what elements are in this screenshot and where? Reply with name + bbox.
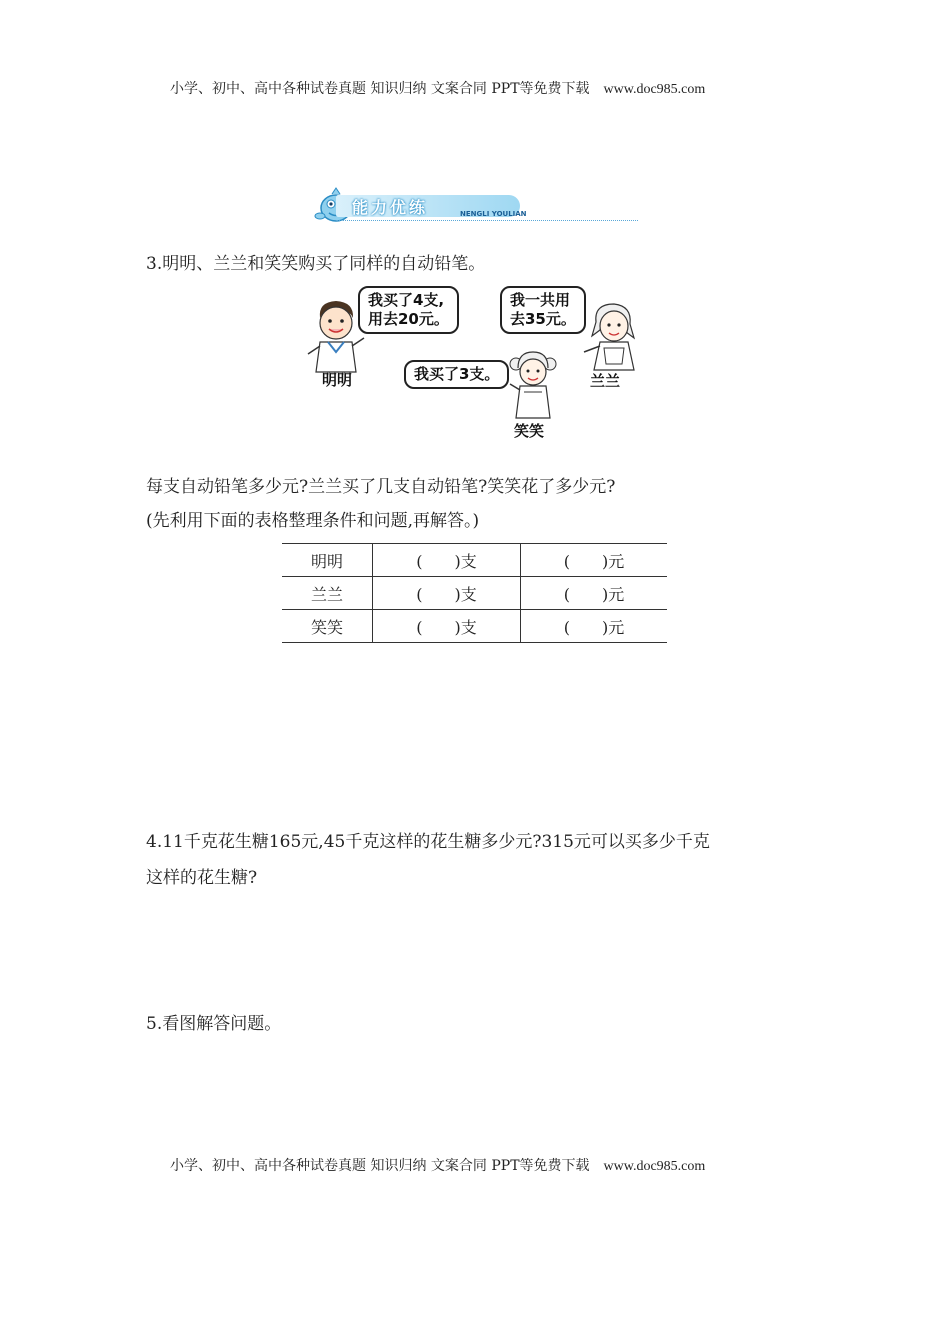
table-row <box>282 577 667 610</box>
footer-text: 小学、初中、高中各种试卷真题 知识归纳 文案合同 PPT等免费下载 <box>170 1158 590 1174</box>
xiaoxiao-speech-bubble <box>404 360 509 389</box>
table-cell-name: 明明 <box>282 544 373 577</box>
q3-text: 3.明明、兰兰和笑笑购买了同样的自动铅笔。 <box>146 254 486 274</box>
table-cell-cost: ( )元 <box>521 544 668 577</box>
table-cell-count: ( )支 <box>373 577 521 610</box>
page-footer <box>170 1155 705 1175</box>
q3-hint: (先利用下面的表格整理条件和问题,再解答。) <box>146 511 480 531</box>
mingming-bubble-line2: 用去20元。 <box>368 310 449 328</box>
girl-figure-icon <box>506 348 560 420</box>
section-heading <box>312 186 638 226</box>
q3-table <box>282 543 667 643</box>
header-text: 小学、初中、高中各种试卷真题 知识归纳 文案合同 PPT等免费下载 <box>170 81 590 97</box>
q4-line2: 这样的花生糖? <box>146 868 258 888</box>
page-header <box>170 78 705 98</box>
mingming-speech-bubble <box>358 286 459 334</box>
q4-line1: 4.11千克花生糖165元,45千克这样的花生糖多少元?315元可以买多少千克 <box>146 832 710 852</box>
xiaoxiao-bubble-text: 我买了3支。 <box>414 365 500 383</box>
q3-question: 每支自动铅笔多少元?兰兰买了几支自动铅笔?笑笑花了多少元? <box>146 477 616 497</box>
section-divider <box>336 220 638 221</box>
table-cell-cost: ( )元 <box>521 577 668 610</box>
section-title: 能力优练 <box>352 198 429 217</box>
table-row <box>282 610 667 643</box>
girl-figure-icon <box>580 298 644 372</box>
q3-illustration <box>300 284 650 444</box>
mingming-name: 明明 <box>322 371 353 389</box>
xiaoxiao-name: 笑笑 <box>514 422 545 440</box>
section-pinyin: NENGLI YOULIAN <box>460 210 527 218</box>
table-cell-name: 笑笑 <box>282 610 373 643</box>
table-cell-count: ( )支 <box>373 544 521 577</box>
table-cell-cost: ( )元 <box>521 610 668 643</box>
lanlan-speech-bubble <box>500 286 586 334</box>
q5-text: 5.看图解答问题。 <box>146 1014 282 1034</box>
table-row <box>282 544 667 577</box>
footer-url[interactable]: www.doc985.com <box>603 1159 706 1174</box>
lanlan-bubble-line2: 去35元。 <box>510 310 576 328</box>
mingming-bubble-line1: 我买了4支, <box>368 291 445 309</box>
header-url[interactable]: www.doc985.com <box>603 82 706 97</box>
table-cell-count: ( )支 <box>373 610 521 643</box>
lanlan-name: 兰兰 <box>590 372 621 390</box>
lanlan-bubble-line1: 我一共用 <box>510 291 571 309</box>
table-cell-name: 兰兰 <box>282 577 373 610</box>
